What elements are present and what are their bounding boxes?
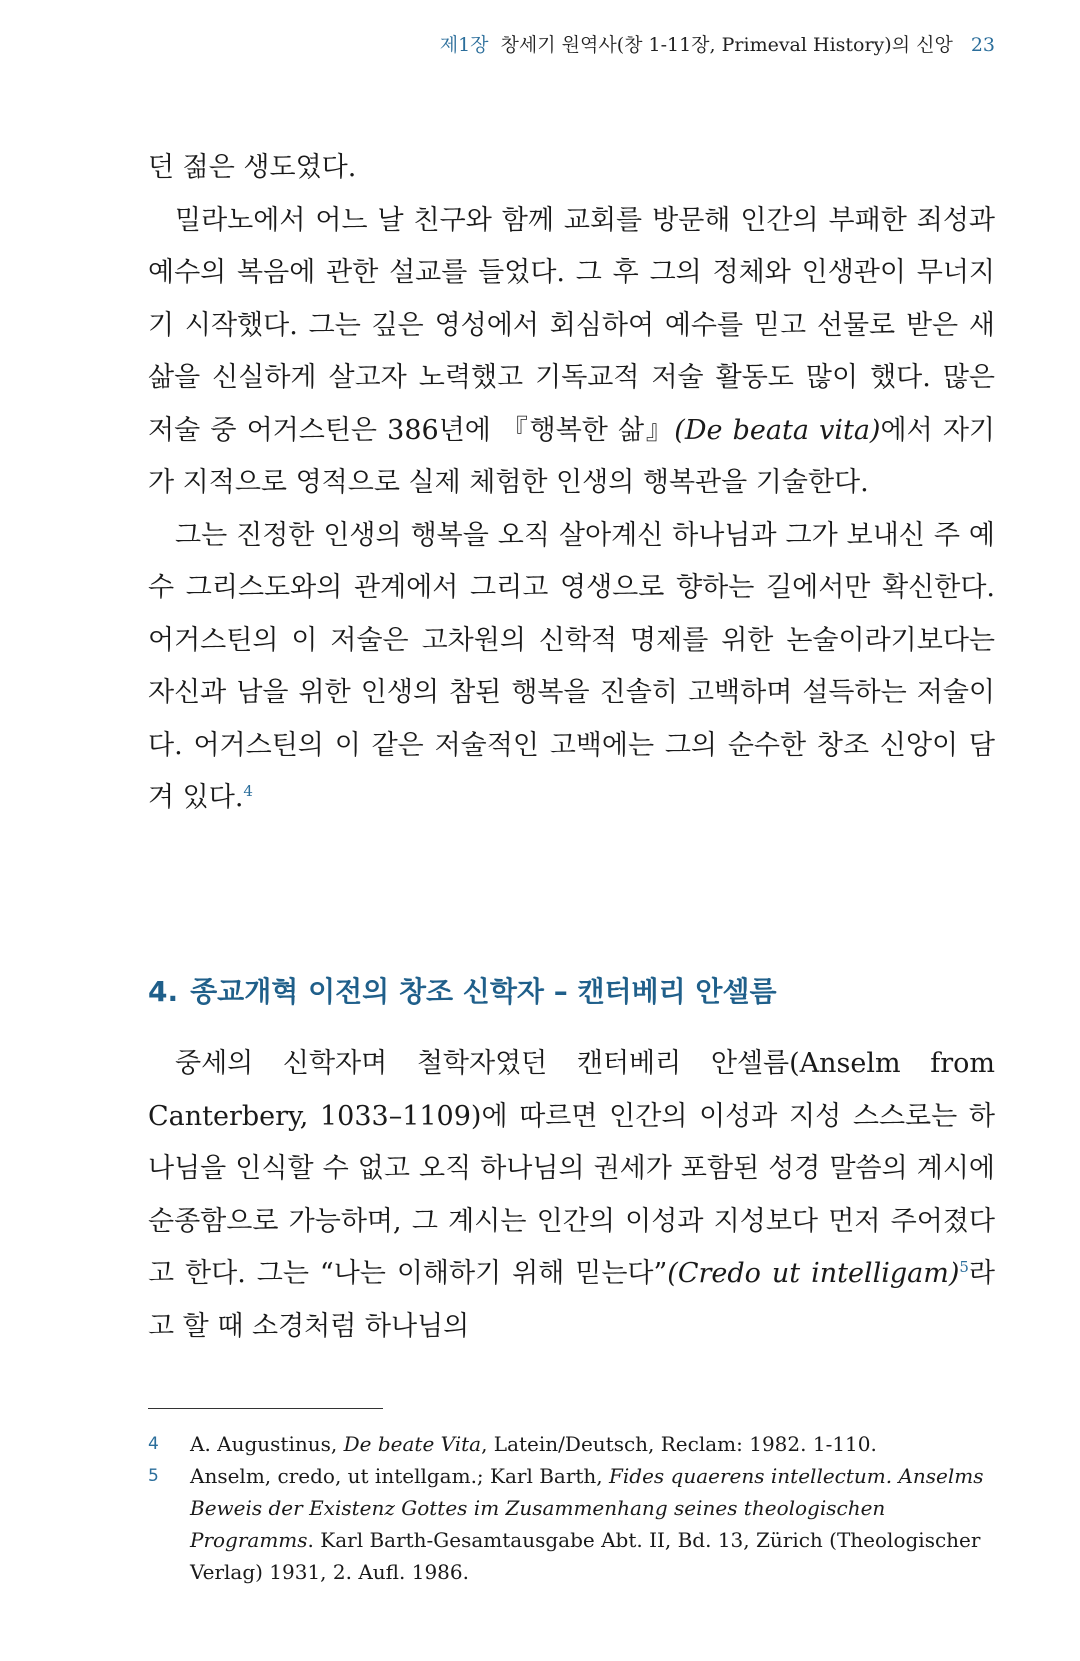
- paragraph: [148, 195, 995, 510]
- footnotes: [148, 1428, 995, 1588]
- paragraph: [148, 510, 995, 825]
- paragraph-text: 밀라노에서 어느 날 친구와 함께 교회를 방문해 인간의 부패한 죄성과 예수의 복음에 관한 설교를 들었다. 그 후 그의 정체와 인생관이 무너지기 시작했다. 그는 깊은 영성에서 회심하여 예수를 믿고 선물로 받은 새 삶을 신실하게 살고자 노력했고 기독교적 저술 활동도 많이 했다. 많은 저술 중 어거스틴은 386년에 『행복한 삶』: [148, 204, 995, 446]
- body-block-1: [148, 142, 995, 825]
- footnote-ref[interactable]: 4: [243, 782, 253, 800]
- paragraph-text: 라고 할 때 소경처럼 하나님의: [148, 1258, 995, 1342]
- section-number: 4.: [148, 975, 179, 1008]
- running-header: [0, 30, 995, 57]
- paragraph: [148, 1038, 995, 1353]
- paragraph-text: 에서 자기가 지적으로 영적으로 실제 체험한 인생의 행복관을 기술한다.: [148, 414, 995, 498]
- footnote-number: 4: [148, 1434, 159, 1454]
- footnote-ref[interactable]: 5: [959, 1258, 969, 1276]
- paragraph-text: 중세의 신학자며 철학자였던 캔터베리 안셀름(Anselm from Canterbery, 1033–1109)에 따르면 인간의 이성과 지성 스스로는 하나님을 인식할 수 없고 오직 하나님의 권세가 포함된 성경 말씀의 계시에 순종함으로 가능하며, 그 계시는 인간의 이성과 지성보다 먼저 주어졌다고 한다. 그는 “나는 이해하기 위해 믿는다”: [148, 1048, 995, 1289]
- chapter-label: 제1장: [439, 34, 489, 56]
- footnote-text: A. Augustinus, De beate Vita, Latein/Deutsch, Reclam: 1982. 1-110.: [190, 1432, 877, 1456]
- footnote-text: Anselm, credo, ut intellgam.; Karl Barth, Fides quaerens intellectum. Anselms Beweis der Existenz Gottes im Zusammenhang seines theologischen Programms. Karl Barth-Gesamtausgabe Abt. II, Bd. 13, Zürich (Theologischer Verlag) 1931, 2. Aufl. 1986.: [190, 1464, 984, 1584]
- chapter-title: 창세기 원역사(창 1-11장, Primeval History)의 신앙: [500, 34, 953, 56]
- footnote-number: 5: [148, 1466, 159, 1486]
- paragraph: 던 젊은 생도였다.: [148, 152, 357, 183]
- footnote-item: [148, 1428, 995, 1460]
- section-title: 종교개혁 이전의 창조 신학자 – 캔터베리 안셀름: [190, 975, 777, 1008]
- latin-phrase: (Credo ut intelligam): [667, 1258, 960, 1289]
- paragraph-text: 그는 진정한 인생의 행복을 오직 살아계신 하나님과 그가 보내신 주 예수 그리스도와의 관계에서 그리고 영생으로 향하는 길에서만 확신한다. 어거스틴의 이 저술은 고차원의 신학적 명제를 위한 논술이라기보다는 자신과 남을 위한 인생의 참된 행복을 진솔히 고백하며 설득하는 저술이다. 어거스틴의 이 같은 저술적인 고백에는 그의 순수한 창조 신앙이 담겨 있다.: [148, 519, 995, 813]
- latin-title: (De beata vita): [674, 414, 881, 446]
- page-number: 23: [970, 34, 995, 56]
- section-heading: [148, 970, 777, 1010]
- body-block-2: [148, 1038, 995, 1353]
- footnote-rule: [148, 1408, 383, 1409]
- footnote-item: [148, 1460, 995, 1588]
